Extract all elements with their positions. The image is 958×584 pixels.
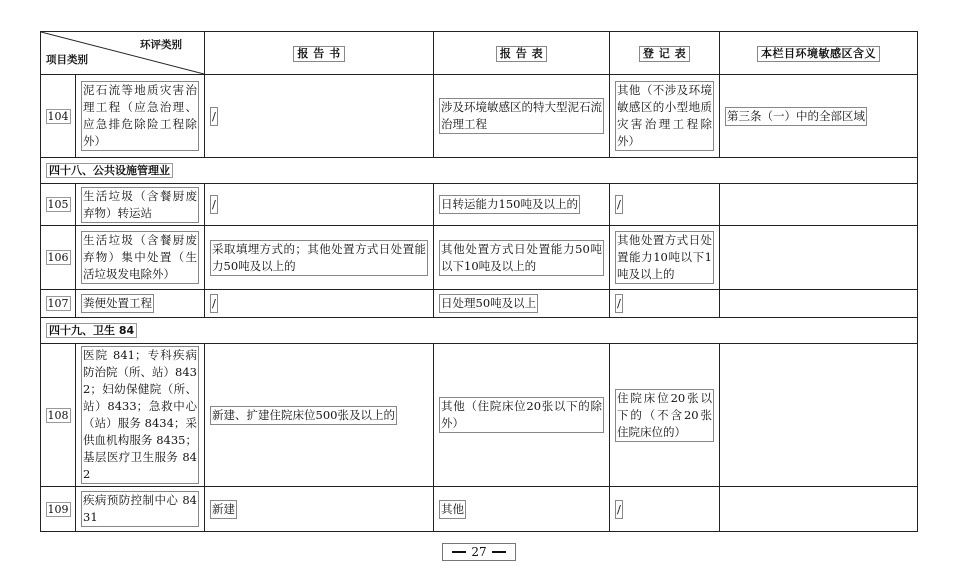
page-dash-left — [452, 551, 466, 553]
row-number: 109 — [41, 487, 76, 532]
sensitive-area-cell — [720, 487, 918, 532]
project-name: 医院 841；专科疾病防治院（所、站）8432；妇幼保健院（所、站）8433；急救中心（站）服务 8434；采供血机构服务 8435；基层医疗卫生服务 842 — [76, 344, 205, 487]
register-form-cell: / — [610, 290, 720, 318]
project-name: 疾病预防控制中心 8431 — [76, 487, 205, 532]
page-dash-right — [492, 551, 506, 553]
diagonal-header-cell — [41, 32, 205, 75]
row-number: 107 — [41, 290, 76, 318]
report-form-cell: 日处理50吨及以上 — [434, 290, 610, 318]
project-name: 生活垃圾（含餐厨废弃物）集中处置（生活垃圾发电除外） — [76, 226, 205, 290]
report-book-cell: 新建 — [205, 487, 434, 532]
table-row — [41, 226, 918, 290]
report-book-cell: / — [205, 290, 434, 318]
project-category-label: 项目类别 — [46, 54, 88, 66]
row-number: 104 — [41, 75, 76, 158]
eia-category-label: 环评类别 — [140, 39, 182, 51]
row-number: 105 — [41, 184, 76, 226]
sensitive-area-cell — [720, 226, 918, 290]
register-form-cell: / — [610, 487, 720, 532]
report-form-cell: 日转运能力150吨及以上的 — [434, 184, 610, 226]
sensitive-area-cell: 第三条（一）中的全部区域 — [720, 75, 918, 158]
table-row — [41, 344, 918, 487]
report-form-cell: 其他（住院床位20张以下的除外） — [434, 344, 610, 487]
sensitive-area-cell — [720, 344, 918, 487]
report-book-cell: 新建、扩建住院床位500张及以上的 — [205, 344, 434, 487]
page-number-value: 27 — [471, 545, 487, 559]
project-name: 生活垃圾（含餐厨废弃物）转运站 — [76, 184, 205, 226]
report-book-cell: 采取填埋方式的；其他处置方式日处置能力50吨及以上的 — [205, 226, 434, 290]
page-number — [442, 543, 516, 561]
table-row — [41, 75, 918, 158]
header-report-form: 报 告 表 — [434, 32, 610, 75]
table-row — [41, 184, 918, 226]
register-form-cell: / — [610, 184, 720, 226]
register-form-cell: 其他处置方式日处置能力10吨以下1吨及以上的 — [610, 226, 720, 290]
report-form-cell: 其他 — [434, 487, 610, 532]
report-form-cell: 涉及环境敏感区的特大型泥石流治理工程 — [434, 75, 610, 158]
sensitive-area-cell — [720, 290, 918, 318]
sensitive-area-cell — [720, 184, 918, 226]
section-title-48: 四十八、公共设施管理业 — [41, 158, 918, 184]
report-form-cell: 其他处置方式日处置能力50吨以下10吨及以上的 — [434, 226, 610, 290]
row-number: 108 — [41, 344, 76, 487]
report-book-cell: / — [205, 75, 434, 158]
table-row — [41, 487, 918, 532]
register-form-cell: 住院床位20张以下的（不含20张住院床位的） — [610, 344, 720, 487]
register-form-cell: 其他（不涉及环境敏感区的小型地质灾害治理工程除外） — [610, 75, 720, 158]
project-name: 粪便处置工程 — [76, 290, 205, 318]
row-number: 106 — [41, 226, 76, 290]
header-register-form: 登 记 表 — [610, 32, 720, 75]
table-header-row — [41, 32, 918, 75]
section-row — [41, 158, 918, 184]
table-row — [41, 290, 918, 318]
project-name: 泥石流等地质灾害治理工程（应急治理、应急排危除险工程除外） — [76, 75, 205, 158]
section-title-49: 四十九、卫生 84 — [41, 318, 918, 344]
section-row — [41, 318, 918, 344]
report-book-cell: / — [205, 184, 434, 226]
header-sensitive-area: 本栏目环境敏感区含义 — [720, 32, 918, 75]
header-report-book: 报 告 书 — [205, 32, 434, 75]
classification-table — [40, 31, 918, 532]
